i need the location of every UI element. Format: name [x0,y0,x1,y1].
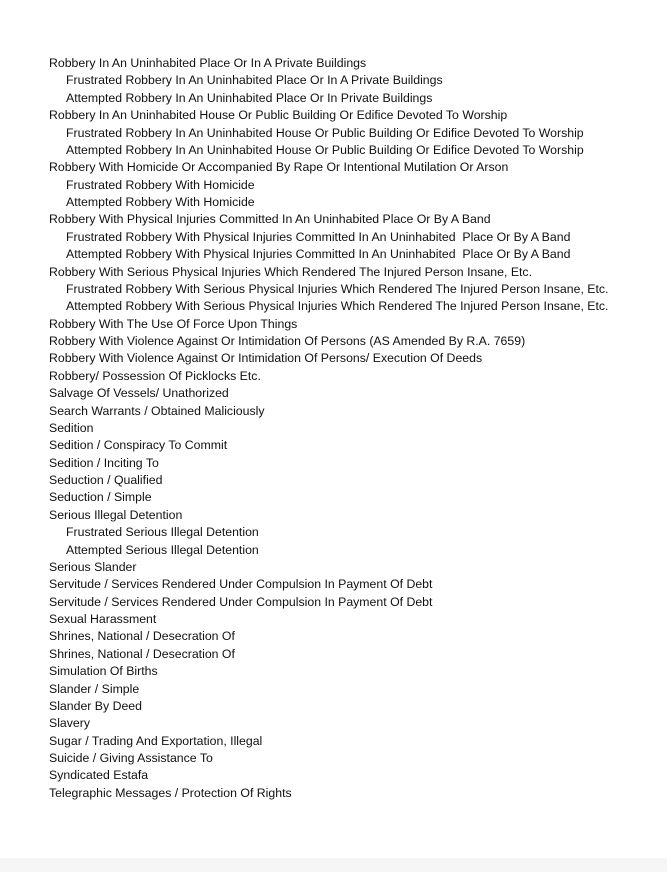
list-item: Robbery With Physical Injuries Committed In An Uninhabited Place Or By A Band [49,212,491,227]
list-item: Slander By Deed [49,698,142,713]
list-subitem: Frustrated Robbery With Serious Physical Injuries Which Rendered The Injured Person Insane, Etc. [66,281,609,296]
list-item: Robbery/ Possession Of Picklocks Etc. [49,368,261,383]
list-item: Sedition / Inciting To [49,455,159,470]
list-item: Sedition [49,420,94,435]
list-item: Salvage Of Vessels/ Unathorized [49,386,229,401]
list-item: Simulation Of Births [49,664,158,679]
list-item: Robbery In An Uninhabited Place Or In A Private Buildings [49,56,367,70]
list-subitem: Attempted Robbery In An Uninhabited House Or Public Building Or Edifice Devoted To Worship [66,142,584,157]
list-subitem: Frustrated Robbery With Homicide [66,177,255,192]
list-item: Serious Slander [49,559,137,574]
list-subitem: Attempted Robbery In An Uninhabited Place Or In Private Buildings [66,90,433,105]
list-subitem: Frustrated Robbery With Physical Injuries Committed In An Uninhabited Place Or By A Band [66,229,571,244]
list-item: Slavery [49,716,91,731]
list-item: Robbery With Violence Against Or Intimidation Of Persons/ Execution Of Deeds [49,351,483,366]
list-item: Robbery With Serious Physical Injuries Which Rendered The Injured Person Insane, Etc. [49,264,533,279]
list-item: Robbery With The Use Of Force Upon Things [49,316,298,331]
list-subitem: Attempted Robbery With Serious Physical Injuries Which Rendered The Injured Person Insane, Etc. [66,299,609,314]
crime-list [49,55,608,802]
list-item: Robbery With Homicide Or Accompanied By Rape Or Intentional Mutilation Or Arson [49,160,509,175]
list-item: Robbery With Violence Against Or Intimidation Of Persons (AS Amended By R.A. 7659) [49,334,526,348]
list-item: Sedition / Conspiracy To Commit [49,438,228,453]
list-item: Telegraphic Messages / Protection Of Rights [49,785,292,800]
list-item: Seduction / Simple [49,490,152,505]
list-item: Servitude / Services Rendered Under Compulsion In Payment Of Debt [49,577,433,592]
list-subitem: Attempted Robbery With Physical Injuries Committed In An Uninhabited Place Or By A Band [66,247,571,262]
list-item: Syndicated Estafa [49,768,149,783]
list-item: Sexual Harassment [49,612,157,626]
list-item: Serious Illegal Detention [49,507,183,522]
list-subitem: Attempted Serious Illegal Detention [66,542,259,557]
list-item: Shrines, National / Desecration Of [49,629,235,644]
list-item: Servitude / Services Rendered Under Compulsion In Payment Of Debt [49,594,433,609]
list-item: Suicide / Giving Assistance To [49,751,213,765]
list-item: Sugar / Trading And Exportation, Illegal [49,733,263,748]
list-item: Slander / Simple [49,681,140,696]
list-item: Shrines, National / Desecration Of [49,646,235,661]
list-item: Robbery In An Uninhabited House Or Public Building Or Edifice Devoted To Worship [49,108,508,123]
list-item: Search Warrants / Obtained Maliciously [49,403,265,418]
list-subitem: Frustrated Robbery In An Uninhabited Place Or In A Private Buildings [66,73,443,88]
list-subitem: Frustrated Robbery In An Uninhabited House Or Public Building Or Edifice Devoted To Worship [66,125,584,140]
list-subitem: Frustrated Serious Illegal Detention [66,525,259,540]
list-subitem: Attempted Robbery With Homicide [66,195,255,209]
list-item: Seduction / Qualified [49,473,163,487]
